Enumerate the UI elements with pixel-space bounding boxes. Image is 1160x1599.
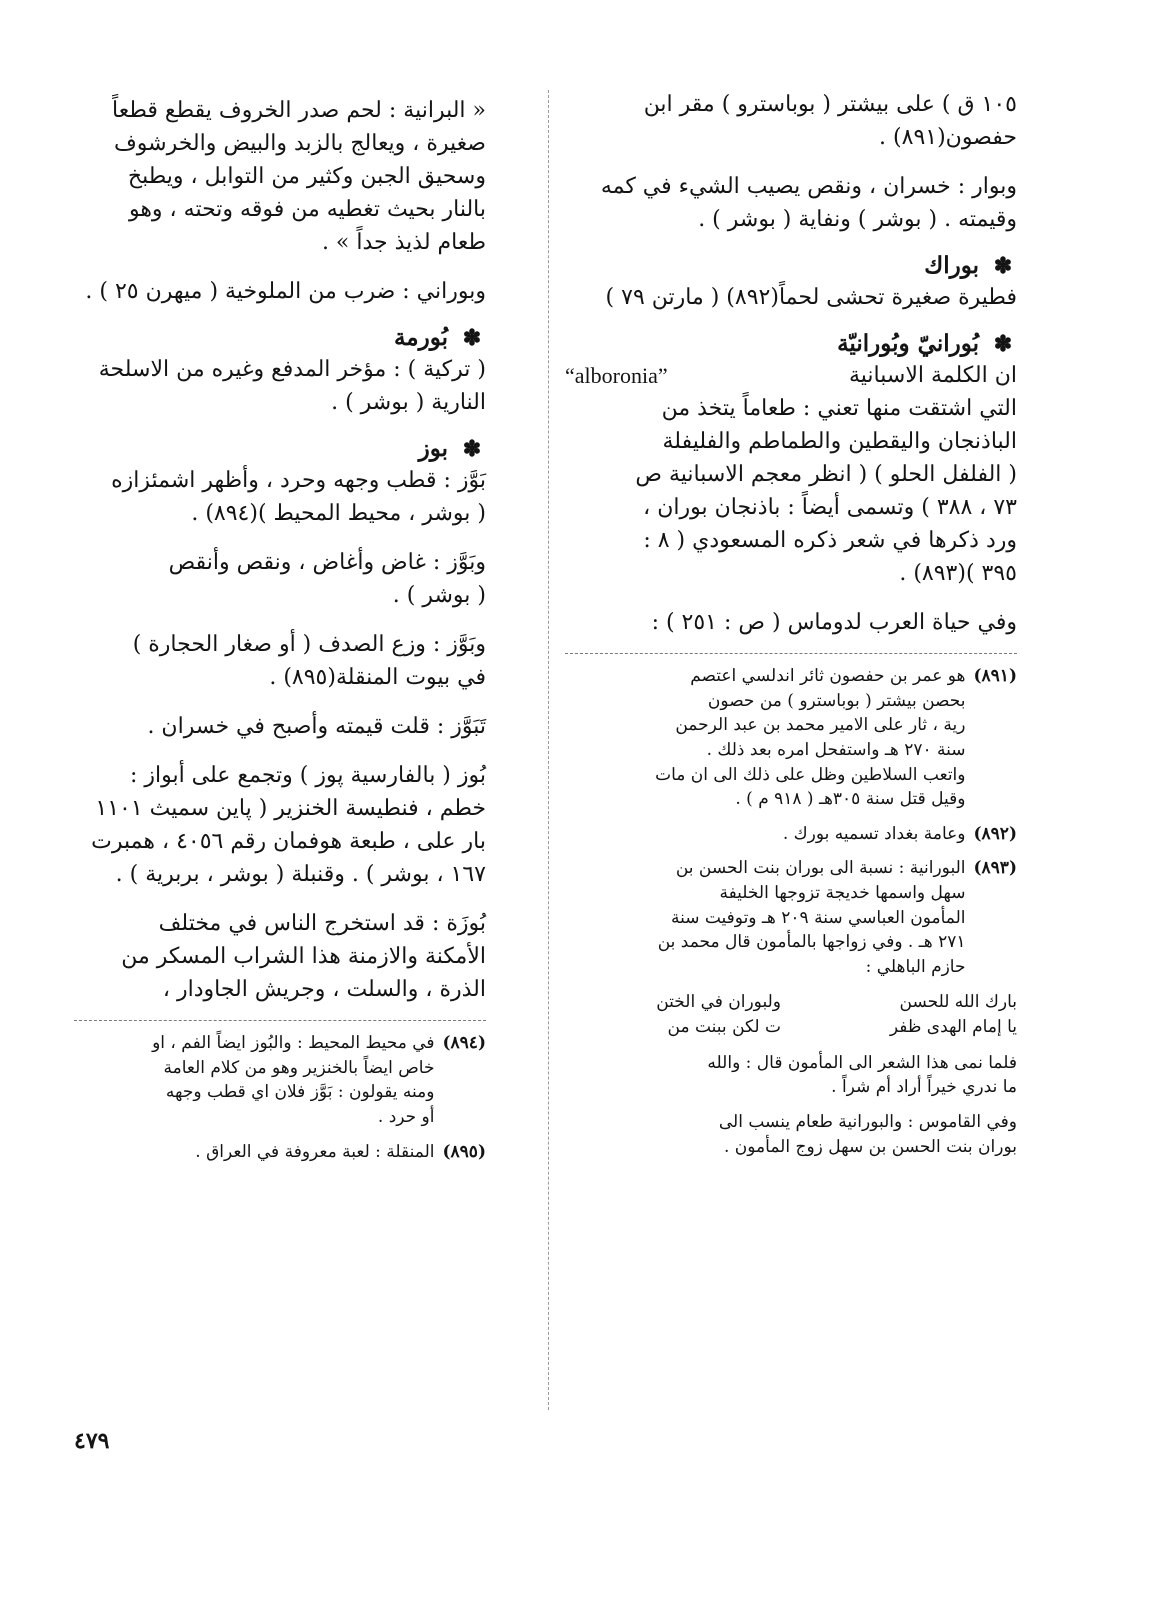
verse-hemistich: ولبوران في الختن xyxy=(656,991,781,1012)
footnote-number: (٨٩٢) xyxy=(973,823,1017,844)
footnote xyxy=(565,664,1017,812)
paragraph: وبَوَّز : غاض وأغاض ، ونقص وأنقص ( بوشر ) . xyxy=(168,550,486,608)
entry-title: بُورمة xyxy=(393,324,448,351)
footnote-separator xyxy=(74,1020,486,1021)
entry-heading-buz xyxy=(74,435,486,462)
entry-heading-burma xyxy=(74,324,486,351)
footnote-text: المنقلة : لعبة معروفة في العراق . xyxy=(195,1141,435,1162)
etymology-text: ان الكلمة الاسبانية xyxy=(848,363,1017,388)
verse-hemistich: يا إمام الهدى ظفر xyxy=(889,1017,1017,1038)
footnote-text: وعامة بغداد تسميه بورك . xyxy=(782,823,966,844)
footnote xyxy=(565,856,1017,979)
footnote-text: البورانية : نسبة الى بوران بنت الحسن بن سهل واسمها خديجة تزوجها الخليفة المأمون العباسي سنة ٢٠٩ هـ وتوفيت سنة ٢٧١ هـ . وفي زواجها بالمأمون قال محمد بن حازم الباهلي : xyxy=(657,858,966,978)
paragraph: ١٠٥ ق ) على بيشتر ( بوباسترو ) مقر ابن حفصون(٨٩١) . xyxy=(643,92,1017,150)
asterisk-icon: ✽ xyxy=(462,324,482,351)
footnote xyxy=(74,1031,486,1130)
paragraph: وبَوَّز : وزع الصدف ( أو صغار الحجارة ) في بيوت المنقلة(٨٩٥) . xyxy=(132,632,486,690)
right-column xyxy=(565,88,1017,1169)
paragraph: وبوراني : ضرب من الملوخية ( ميهرن ٢٥ ) . xyxy=(85,279,486,304)
footnote-number: (٨٩٥) xyxy=(442,1141,486,1162)
verse-hemistich: بارك الله للحسن xyxy=(899,991,1017,1012)
footnote-number: (٨٩٣) xyxy=(973,858,1017,879)
footnote-number: (٨٩١) xyxy=(973,666,1017,686)
poem-verses xyxy=(565,990,1017,1041)
verse-hemistich: ت لكن ببنت من xyxy=(667,1017,781,1038)
paragraph: بُوز ( بالفارسية پوز ) وتجمع على أبواز : خطم ، فنطيسة الخنزير ( پاين سميث ١١٠١ بار على ، طبعة هوفمان رقم ٤٠٥٦ ، همبرت ١٦٧ ، بوشر ) . وقنبلة ( بوشر ، بربرية ) . xyxy=(91,763,486,887)
paragraph: تَبَوَّز : قلت قيمته وأصبح في خسران . xyxy=(147,714,486,739)
paragraph: وبوار : خسران ، ونقص يصيب الشيء في كمه وقيمته . ( بوشر ) ونفاية ( بوشر ) . xyxy=(600,174,1017,232)
asterisk-icon: ✽ xyxy=(993,252,1013,279)
page-number: ٤٧٩ xyxy=(74,1428,110,1454)
entry-title: بوراك xyxy=(924,252,979,279)
footnote-text: هو عمر بن حفصون ثائر اندلسي اعتصم بحصن بيشتر ( بوباسترو ) من حصون رية ، ثار على الامير محمد بن عبد الرحمن سنة ٢٧٠ هـ واستفحل امره بعد ذلك . واتعب السلاطين وظل على ذلك الى ان مات وقيل قتل سنة ٣٠٥هـ ( ٩١٨ م ) . xyxy=(655,666,966,810)
paragraph: بَوَّز : قطب وجهه وحرد ، وأظهر اشمئزازه ( بوشر ، محيط المحيط )(٨٩٤) . xyxy=(111,468,486,526)
entry-body: ( تركية ) : مؤخر المدفع وغيره من الاسلحة النارية ( بوشر ) . xyxy=(98,357,486,415)
entry-heading-burak xyxy=(565,252,1017,279)
column-divider xyxy=(548,90,549,1410)
entry-body: التي اشتقت منها تعني : طعاماً يتخذ من الباذنجان واليقطين والطماطم والفليفلة ( الفلفل الحلو ) ( انظر معجم الاسبانية ص ٧٣ ، ٣٨٨ ) وتسمى أيضاً : باذنجان بوران ، ورد ذكرها في شعر ذكره المسعودي ( ٨ : ٣٩٥ )(٨٩٣) . xyxy=(635,396,1017,586)
entry-heading-burani xyxy=(565,330,1017,357)
asterisk-icon: ✽ xyxy=(993,330,1013,357)
paragraph: بُوزَة : قد استخرج الناس في مختلف الأمكنة والازمنة هذا الشراب المسكر من الذرة ، والسلت ، وجريش الجاودار ، xyxy=(121,911,486,1002)
paragraph: وفي حياة العرب لدوماس ( ص : ٢٥١ ) : xyxy=(651,610,1017,635)
footnote xyxy=(565,822,1017,847)
etymology-line xyxy=(565,359,1017,392)
entry-body: فطيرة صغيرة تحشى لحماً(٨٩٢) ( مارتن ٧٩ ) xyxy=(605,285,1017,310)
footnote-separator xyxy=(565,653,1017,654)
entry-title: بُورانيّ وبُورانيّة xyxy=(837,330,979,357)
footnote-continuation: وفي القاموس : والبورانية طعام ينسب الى بوران بنت الحسن بن سهل زوج المأمون . xyxy=(718,1111,1017,1157)
entry-title: بوز xyxy=(418,435,448,462)
asterisk-icon: ✽ xyxy=(462,435,482,462)
footnote-text: في محيط المحيط : والبُوز ايضاً الفم ، او خاص ايضاً بالخنزير وهو من كلام العامة ومنه يقولون : بَوَّز فلان اي قطب وجهه أو حرد . xyxy=(152,1033,435,1127)
paragraph: « البرانية : لحم صدر الخروف يقطع قطعاً صغيرة ، ويعالج بالزبد والبيض والخرشوف وسحيق الجبن وكثير من التوابل ، ويطبخ بالنار بحيث تغطيه من فوقه وتحته ، وهو طعام لذيذ جداً » . xyxy=(112,98,486,255)
footnote xyxy=(74,1140,486,1165)
footnote-number: (٨٩٤) xyxy=(442,1033,486,1053)
latin-term: “alboronia” xyxy=(565,363,668,388)
footnote-continuation: فلما نمى هذا الشعر الى المأمون قال : والله ما ندري خيراً أراد أم شراً . xyxy=(707,1052,1017,1098)
left-column xyxy=(74,94,486,1174)
